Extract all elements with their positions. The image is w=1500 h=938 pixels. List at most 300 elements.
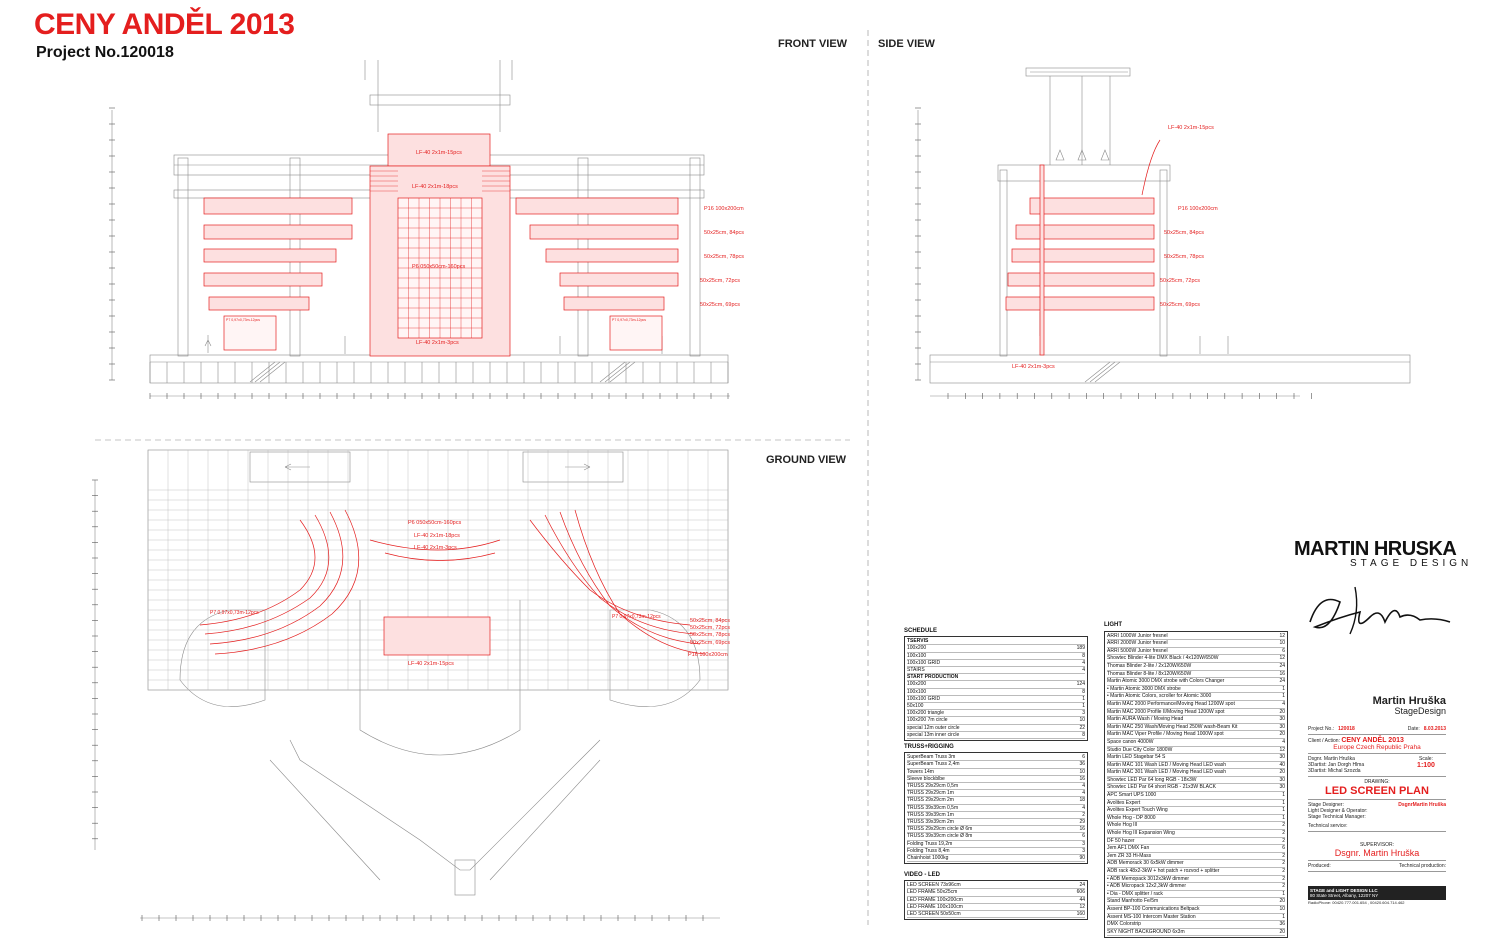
light-row [1107,876,1285,884]
truss-item-qty: 16 [1079,775,1085,782]
light-item-qty: 1 [1282,685,1285,692]
schedule-row [907,638,1085,645]
tech-production-label: Technical production: [1399,863,1446,869]
video-row [907,897,1085,904]
front-p6-label: P6 050x50cm-160pcs [412,264,466,270]
schedule-item-qty: 22 [1079,724,1085,731]
video-table [904,872,1088,920]
client-value: CENY ANDĚL 2013 [1341,737,1404,744]
light-row [1107,769,1285,777]
signature-icon [1300,572,1460,642]
light-row [1107,724,1285,732]
side-strip-2 [1016,225,1154,239]
date-label: Date: [1407,726,1420,732]
front-p7-right-label: P7 0,97x0,73m-12pcs [612,318,647,322]
ground-arc-right [530,510,705,654]
light-item-qty: 2 [1282,875,1285,882]
side-s84-label: 50x25cm, 84pcs [1164,230,1205,236]
truss-item-label: TRUSS 39x39cm 1m [907,811,954,818]
light-row [1107,678,1285,686]
ground-arc-left [200,510,359,654]
light-row [1107,800,1285,808]
light-item-qty: 10 [1279,905,1285,912]
light-item-label: Thomas Blinder 8-lite / 8x120W/650W [1107,670,1192,677]
schedule-item-label: 100x100 GRID [907,695,941,702]
light-row [1107,860,1285,868]
video-row [907,911,1085,918]
schedule-item-qty: 4 [1082,667,1085,674]
schedule-row [907,732,1085,739]
light-row [1107,853,1285,861]
truss-rows [904,752,1088,864]
light-item-qty: 2 [1282,860,1285,867]
light-row [1107,663,1285,671]
schedule-row [907,681,1085,688]
ground-s84-label: 50x25cm, 84pcs [690,618,731,624]
schedule-row [907,703,1085,710]
video-row [907,889,1085,896]
light-item-qty: 2 [1282,883,1285,890]
light-row [1107,921,1285,929]
video-item-qty: 24 [1079,882,1085,889]
schedule-row [907,710,1085,717]
light-item-qty: 1 [1282,693,1285,700]
light-item-label: Showtec LED Par 64 short RGB - 21x3W BLACK [1107,784,1216,791]
front-strip-l3 [204,249,336,262]
truss-item-qty: 3 [1082,840,1085,847]
light-item-label: Avolites Expert [1107,799,1141,806]
light-item-label: ADB rack 48x2-3kW + hot patch + rozvod + splitter [1107,868,1220,874]
light-row [1107,686,1285,694]
light-item-label: Martin MAC Viper Profile / Moving Head 1000W spot [1107,731,1224,738]
light-item-qty: 40 [1279,761,1285,768]
truss-item-qty: 4 [1082,804,1085,811]
stage-designer-label: Stage Designer: [1308,802,1344,808]
front-strip-l5 [209,297,309,310]
light-item-qty: 6 [1282,845,1285,852]
schedule-row [907,645,1085,652]
front-s84-label: 50x25cm, 84pcs [704,230,745,236]
light-item-qty: 20 [1279,898,1285,905]
light-item-label: Martin AURA Wash / Moving Head [1107,716,1184,723]
front-strip-r4 [560,273,678,286]
light-row [1107,747,1285,755]
light-item-qty: 2 [1282,822,1285,829]
schedule-item-label: 100x100 [907,688,927,695]
title-block [1308,695,1446,920]
stage-manager-label: Stage Technical Manager: [1308,814,1366,820]
project-label: Project No.: [1308,726,1335,732]
video-row [907,904,1085,911]
side-s69-label: 50x25cm, 69pcs [1160,302,1201,308]
front-lf40-bottom-label: LF-40 2x1m-3pcs [416,340,459,346]
light-item-qty: 1 [1282,792,1285,799]
designer-line-1: Dsgnr. Martin Hruška [1308,756,1355,762]
schedule-title: SCHEDULE [904,628,938,634]
light-row [1107,762,1285,770]
light-item-qty: 36 [1279,921,1285,928]
light-row [1107,633,1285,641]
light-row [1107,838,1285,846]
light-item-qty: 30 [1279,716,1285,723]
truss-row [907,783,1085,790]
schedule-item-qty: 3 [1082,710,1085,717]
produced-label: Produced: [1308,863,1331,869]
light-item-qty: 30 [1279,723,1285,730]
schedule-item-qty: 189 [1076,645,1085,652]
front-strip-l4 [204,273,322,286]
light-designer-label: Light Designer & Operator: [1308,808,1368,814]
footer-address: 80 State Street, Albany, 12207 NY [1310,893,1379,898]
ground-lf40-a-label: LF-40 2x1m-18pcs [414,533,460,539]
light-row [1107,709,1285,717]
light-item-qty: 20 [1279,769,1285,776]
light-item-qty: 1 [1282,913,1285,920]
schedule-item-label: TSERVIS [907,638,929,645]
schedule-rows [904,636,1088,741]
schedule-item-label: START PRODUCTION [907,674,959,681]
video-item-label: LED SCREEN 73x96cm [907,882,961,889]
schedule-item-label: 100x100 GRID [907,659,941,666]
light-item-qty: 16 [1279,670,1285,677]
light-item-qty: 1 [1282,814,1285,821]
light-row [1107,815,1285,823]
light-item-label: Martin LED Stagebar 54 S [1107,754,1166,761]
light-item-label: Whole Hog - DP 8000 [1107,814,1156,821]
truss-item-qty: 4 [1082,790,1085,797]
schedule-item-qty [1067,674,1085,680]
front-p16-label: P16 100x200cm [704,206,744,212]
client-label: Client / Action: [1308,738,1340,744]
truss-row [907,855,1085,862]
truss-item-label: Folding Truss 8,4m [907,847,950,854]
side-s78-label: 50x25cm, 78pcs [1164,254,1205,260]
light-item-qty: 2 [1282,830,1285,837]
front-strip-r5 [564,297,664,310]
schedule-item-label: 100x200 7m circle [907,717,948,724]
light-item-qty: 4 [1282,738,1285,745]
side-lf40-hang-label: LF-40 2x1m-15pcs [1168,125,1214,131]
light-item-qty: 20 [1279,928,1285,935]
ground-lf40-c-label: LF-40 2x1m-15pcs [408,661,454,667]
ground-p7-left-label: P7 0,97x0,73m-12pcs [210,610,259,616]
light-item-label: DF 50 hazer [1107,837,1135,844]
light-row [1107,701,1285,709]
truss-item-qty: 4 [1082,783,1085,790]
led-elements [200,134,1160,655]
light-item-label: SKY NIGHT BACKGROUND 6x3m [1107,928,1185,935]
video-item-label: LED SCREEN 50x50cm [907,911,961,918]
light-row [1107,739,1285,747]
light-item-label: ADB Memorack 30 6x5kW dimmer [1107,860,1184,867]
truss-title: TRUSS+RIGGING [904,744,954,750]
project-value: 120018 [1338,726,1355,732]
light-row [1107,784,1285,792]
ground-p6-label: P6 050x50cm-160pcs [408,520,462,526]
video-item-qty: 12 [1079,903,1085,910]
light-item-label: • Martin Atomic 3000 DMX strobe [1107,685,1181,692]
light-row [1107,898,1285,906]
light-row [1107,822,1285,830]
truss-item-label: Towers 14m [907,768,934,775]
side-strip-1 [1030,198,1154,214]
schedule-row [907,674,1085,681]
light-item-label: Martin MAC 2000 Performance/Moving Head 1200W spot [1107,700,1235,707]
schedule-item-label: 100x200 [907,645,927,652]
ground-s72-label: 50x25cm, 72pcs [690,625,731,631]
front-s72-label: 50x25cm, 72pcs [700,278,741,284]
title-block-firm-sub: StageDesign [1394,706,1446,716]
light-row [1107,731,1285,739]
video-title: VIDEO - LED [904,872,941,878]
light-item-label: ARRI 2000W Junior fresnel [1107,640,1168,647]
schedule-row [907,653,1085,660]
schedule-item-qty [1067,638,1085,644]
truss-item-qty: 3 [1082,847,1085,854]
tech-service-label: Technical service: [1308,823,1348,829]
light-item-qty: 2 [1282,852,1285,859]
schedule-item-label: special 13m inner circle [907,731,960,738]
ground-s78-label: 50x25cm, 78pcs [690,632,731,638]
light-item-label: DMX Colorstrip [1107,921,1141,928]
schedule-item-qty: 4 [1082,659,1085,666]
truss-item-label: TRUSS 29x29cm circle Ø 6m [907,826,973,833]
ground-lf40 [384,617,490,655]
truss-item-qty: 16 [1079,826,1085,833]
designer-line-3: 3Dartist: Michal Szozda [1308,768,1361,774]
truss-item-label: TRUSS 39x39cm 2m [907,819,954,826]
truss-item-label: Chainhoist 1000kg [907,855,949,862]
truss-row [907,790,1085,797]
light-row [1107,830,1285,838]
schedule-row [907,696,1085,703]
truss-row [907,797,1085,804]
light-row [1107,754,1285,762]
light-item-qty: 4 [1282,700,1285,707]
side-lf40-hang [1142,140,1160,195]
designer-line-2: 3Dartist: Jan Dorgh Hlma [1308,762,1365,768]
video-item-qty: 160 [1076,911,1085,918]
ground-lf40-b-label: LF-40 2x1m-3pcs [414,545,457,551]
drawing-title: CENY ANDĚL 2013 [34,8,295,41]
schedule-item-qty: 8 [1082,731,1085,738]
light-item-label: • ADB Micropack 12x2,3kW dimmer [1107,883,1186,890]
light-row [1107,929,1285,937]
stage-designer-value: DsgnrMartin Hruška [1398,802,1446,808]
ground-view-structure [148,450,731,895]
side-p16-label: P16 100x200cm [1178,206,1218,212]
light-item-label: Showtec Blinder 4-lite DMX Black / 4x120W/650W [1107,655,1219,662]
truss-item-label: TRUSS 29x29cm 1m [907,790,954,797]
light-item-qty: 30 [1279,754,1285,761]
truss-table [904,744,1088,864]
light-item-qty: 30 [1279,776,1285,783]
light-item-qty: 2 [1282,868,1285,874]
schedule-item-label: 50x100 [907,703,924,710]
light-item-label: ARRI 1000W Junior fresnel [1107,632,1168,639]
video-item-label: LED FRAME 100x200cm [907,896,963,903]
light-item-qty: 6 [1282,647,1285,654]
footer-company: STAGE and LIGHT DESIGN LLC [1310,888,1378,893]
light-row [1107,891,1285,899]
light-item-label: • ADB Memopack 3012x3kW dimmer [1107,875,1190,882]
truss-item-qty: 36 [1079,761,1085,768]
truss-item-label: TRUSS 39x39cm 0,5m [907,804,959,811]
light-row [1107,792,1285,800]
light-row [1107,883,1285,891]
location-value: Europe Czech Republic Praha [1333,744,1421,751]
light-item-qty: 20 [1279,731,1285,738]
light-item-label: Martin MAC 250 Wash/Moving Head 250W wash-Beam Kit [1107,723,1238,730]
side-s72-label: 50x25cm, 72pcs [1160,278,1201,284]
light-item-label: ARRI 5000W Junior fresnel [1107,647,1168,654]
schedule-item-label: 100x100 [907,652,927,659]
title-block-firm: Martin Hruška [1372,695,1446,707]
light-item-label: Avolites Expert Touch Wing [1107,807,1168,814]
front-s69-label: 50x25cm, 69pcs [700,302,741,308]
truss-item-qty: 2 [1082,811,1085,818]
video-item-qty: 606 [1076,889,1085,896]
light-item-qty: 10 [1279,640,1285,647]
light-row [1107,716,1285,724]
light-item-qty: 24 [1279,662,1285,669]
truss-row [907,841,1085,848]
light-item-label: APC Smart UPS 1000 [1107,792,1157,799]
light-item-label: Martin MAC 101 Wash LED / Moving Head LED wash [1107,761,1227,768]
truss-item-qty: 90 [1079,855,1085,862]
video-item-label: LED FRAME 100x100cm [907,903,963,910]
truss-row [907,754,1085,761]
truss-item-label: TRUSS 29x29cm 0,5m [907,783,959,790]
drawing-label: DRAWING: [1364,779,1390,785]
front-strip-r3 [546,249,678,262]
ground-view-label: GROUND VIEW [766,454,847,466]
light-item-label: • Dia - DMX splitter / rack [1107,890,1163,897]
ground-s69-label: 50x25cm, 69pcs [690,640,731,646]
truss-item-label: Folding Truss 19,2m [907,840,953,847]
project-number: Project No.120018 [36,44,174,61]
light-item-qty: 12 [1279,632,1285,639]
schedule-item-qty: 1 [1082,695,1085,702]
schedule-item-qty: 8 [1082,688,1085,695]
truss-row [907,833,1085,840]
front-p7-left-label: P7 0,97x0,73m-12pcs [226,318,261,322]
truss-item-qty: 6 [1082,754,1085,761]
front-lf40-second-label: LF-40 2x1m-18pcs [412,184,458,190]
light-item-label: Thomas Blinder 2-lite / 2x120W/650W [1107,662,1192,669]
light-item-qty: 12 [1279,746,1285,753]
truss-item-label: TRUSS 29x29cm 2m [907,797,954,804]
side-strip-5 [1006,297,1154,310]
truss-row [907,812,1085,819]
front-strip-r2 [530,225,678,239]
schedule-item-label: STAIRS [907,667,925,674]
light-row [1107,655,1285,663]
truss-row [907,761,1085,768]
light-item-qty: 24 [1279,678,1285,685]
ground-p16-label: P16 100x200cm [688,652,728,658]
truss-row [907,848,1085,855]
light-table [1104,622,1288,938]
truss-row [907,819,1085,826]
light-item-label: Showtec LED Par 64 long RGB - 18x3W [1107,776,1197,783]
light-item-label: Jem AF1 DMX Fan [1107,845,1150,852]
light-row [1107,868,1285,876]
truss-item-qty: 29 [1079,819,1085,826]
video-rows [904,880,1088,920]
truss-item-qty: 6 [1082,833,1085,840]
light-row [1107,640,1285,648]
light-item-label: Whole Hog III Expansion Wing [1107,830,1175,837]
scale-value: 1:100 [1417,762,1435,769]
truss-item-qty: 10 [1079,768,1085,775]
light-item-qty: 2 [1282,837,1285,844]
truss-item-qty: 18 [1079,797,1085,804]
light-rows [1104,631,1288,938]
light-item-label: Assent MS-100 Intercom Master Station [1107,913,1196,920]
video-item-label: LED FRAME 50x25cm [907,889,958,896]
light-row [1107,807,1285,815]
schedule-item-qty: 10 [1079,717,1085,724]
front-strip-l1 [204,198,352,214]
light-item-label: Martin Atomic 3000 DMX strobe with Colors Changer [1107,678,1225,685]
light-item-qty: 30 [1279,784,1285,791]
light-item-qty: 12 [1279,655,1285,662]
schedule-row [907,660,1085,667]
light-item-qty: 20 [1279,708,1285,715]
video-row [907,882,1085,889]
light-item-label: Assent BP-100 Communications Beltpack [1107,905,1200,912]
light-row [1107,914,1285,922]
light-row [1107,777,1285,785]
light-title: LIGHT [1104,622,1122,628]
light-row [1107,845,1285,853]
supervisor-label: SUPERVISOR: [1359,842,1395,848]
light-item-label: Stand Manfrotto Fe/5m [1107,898,1159,905]
schedule-item-label: 100x200 [907,681,927,688]
date-value: 8.03.2013 [1423,726,1446,732]
truss-item-label: Sleeve blockblbe [907,775,945,782]
light-row [1107,906,1285,914]
light-row [1107,648,1285,656]
schedule-item-qty: 124 [1076,681,1085,688]
schedule-row [907,725,1085,732]
schedule-table [904,628,1088,741]
front-s78-label: 50x25cm, 78pcs [704,254,745,260]
schedule-row [907,689,1085,696]
light-item-qty: 1 [1282,799,1285,806]
schedule-item-qty: 1 [1082,703,1085,710]
front-view-label: FRONT VIEW [778,38,848,50]
drawing-value: LED SCREEN PLAN [1325,785,1429,797]
light-item-label: Martin MAC 301 Wash LED / Moving Head LED wash [1107,769,1227,776]
footer-phone: RadioPhone: 00420.777.001.654 , 00420.604.714.462 [1308,900,1405,905]
side-strip-3 [1012,249,1154,262]
truss-item-label: SuperBeam Truss 2,4m [907,761,960,768]
truss-row [907,826,1085,833]
side-lf40-column [1040,165,1044,355]
schedule-item-label: 100x200 triangle [907,710,944,717]
supervisor-value: Dsgnr. Martin Hruška [1334,848,1420,858]
schedule-item-qty: 8 [1082,652,1085,659]
truss-row [907,805,1085,812]
truss-row [907,776,1085,783]
front-strip-r1 [516,198,678,214]
truss-row [907,769,1085,776]
scale-label: Scale: [1419,756,1433,762]
light-item-label: • Martin Atomic Colors, scroller for Atomic 3000 [1107,693,1212,700]
light-item-qty: 1 [1282,890,1285,897]
